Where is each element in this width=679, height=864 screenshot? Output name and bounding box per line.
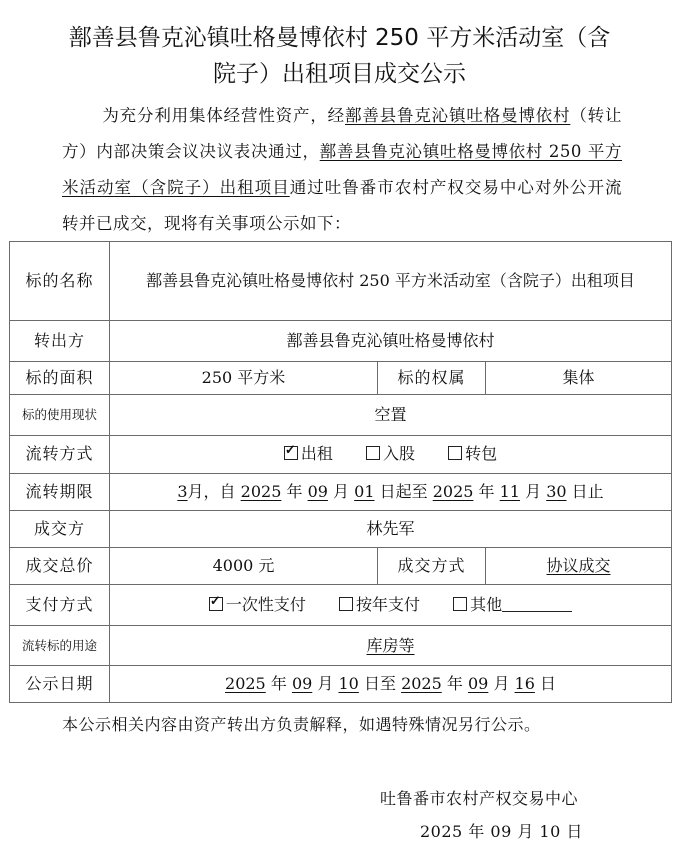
intro-text-1: 为充分利用集体经营性资产，经 — [102, 106, 345, 125]
buyer-value: 林先军 — [110, 510, 672, 547]
term-end-year: 2025 — [432, 481, 474, 501]
notice-end-year: 2025 — [401, 673, 442, 693]
option-equity[interactable] — [366, 440, 415, 468]
term-text: 日起至 — [379, 481, 428, 501]
option-other-label: 其他 — [470, 595, 503, 615]
notice-text: 月 — [493, 673, 510, 693]
notice-text: 日至 — [363, 673, 396, 693]
intro-transferor: 鄯善县鲁克沁镇吐格曼博依村 — [345, 106, 571, 125]
term-end-day: 30 — [546, 481, 567, 501]
intro-paragraph — [62, 98, 622, 242]
term-text: 月 — [333, 481, 350, 501]
notice-period-value — [110, 665, 672, 702]
checkbox-empty-icon — [448, 446, 462, 460]
transferor-value: 鄯善县鲁克沁镇吐格曼博依村 — [110, 320, 672, 361]
term-value — [110, 473, 672, 510]
row-notice-period — [10, 665, 672, 702]
notice-period-label: 公示日期 — [10, 665, 110, 702]
notice-text: 年 — [270, 673, 287, 693]
option-annual-label: 按年支付 — [356, 595, 421, 615]
term-start-month: 09 — [307, 481, 328, 501]
other-blank-line — [502, 597, 572, 612]
notice-text: 日 — [540, 673, 557, 693]
option-other[interactable] — [453, 591, 572, 619]
issue-date: 2025 年 09 月 10 日 — [420, 822, 583, 841]
payment-method-label: 支付方式 — [10, 585, 110, 626]
intro-project: 鄯善县鲁克沁镇吐格曼博依村 250 平方米活动室（含院子）出租项目 — [62, 142, 623, 197]
option-rent-label: 出租 — [300, 444, 333, 464]
option-annual[interactable] — [339, 591, 420, 619]
area-label: 标的面积 — [10, 361, 110, 394]
notice-start-month: 09 — [291, 673, 313, 693]
notice-text: 月 — [317, 673, 334, 693]
row-usage-status — [10, 394, 672, 435]
ownership-label: 标的权属 — [378, 361, 486, 394]
checkbox-empty-icon — [339, 597, 353, 611]
subject-name-value: 鄯善县鲁克沁镇吐格曼博依村 250 平方米活动室（含院子）出租项目 — [110, 242, 672, 321]
row-payment-method — [10, 585, 672, 626]
buyer-label: 成交方 — [10, 510, 110, 547]
notice-end-month: 09 — [467, 673, 489, 693]
option-rent[interactable] — [284, 440, 333, 468]
intro-text-2: （转让方）内部决策会议决议表决通过， — [62, 106, 623, 161]
term-text: 年 — [478, 481, 495, 501]
transferor-label: 转出方 — [10, 320, 110, 361]
term-label: 流转期限 — [10, 473, 110, 510]
term-end-month: 11 — [499, 481, 520, 501]
row-subject-name — [10, 242, 672, 321]
purpose-label: 流转标的用途 — [10, 626, 110, 665]
usage-status-label: 标的使用现状 — [10, 394, 110, 435]
notice-start-year: 2025 — [225, 673, 266, 693]
option-lump-sum-label: 一次性支付 — [225, 595, 306, 615]
total-price-value: 4000 元 — [110, 547, 378, 584]
term-text: 月 — [525, 481, 542, 501]
payment-method-options — [110, 585, 672, 626]
option-lump-sum[interactable] — [209, 591, 306, 619]
deal-info-table — [9, 241, 672, 703]
transfer-method-options — [110, 436, 672, 473]
notice-text: 年 — [446, 673, 463, 693]
row-area — [10, 361, 672, 394]
term-start-day: 01 — [354, 481, 375, 501]
usage-status-value: 空置 — [110, 394, 672, 435]
title-line-1: 鄯善县鲁克沁镇吐格曼博依村 250 平方米活动室（含 — [68, 25, 611, 51]
deal-method-value: 协议成交 — [486, 547, 672, 584]
deal-method-label: 成交方式 — [378, 547, 486, 584]
area-value: 250 平方米 — [110, 361, 378, 394]
purpose-value: 库房等 — [110, 626, 672, 665]
row-purpose — [10, 626, 672, 665]
term-text: 月，自 — [187, 481, 236, 501]
row-buyer — [10, 510, 672, 547]
term-start-year: 2025 — [240, 481, 282, 501]
row-transferor — [10, 320, 672, 361]
transfer-method-label: 流转方式 — [10, 436, 110, 473]
term-text: 年 — [286, 481, 303, 501]
row-transfer-method — [10, 436, 672, 473]
option-subcontract[interactable] — [448, 440, 497, 468]
issuer-name: 吐鲁番市农村产权交易中心 — [380, 789, 579, 808]
term-months: 3 — [177, 481, 188, 501]
ownership-value: 集体 — [486, 361, 672, 394]
notice-end-day: 16 — [514, 673, 535, 693]
notice-title — [0, 20, 679, 92]
intro-text-3: 通过吐鲁番市农村产权交易中心对外公开流转并已成交，现将有关事项公示如下： — [62, 178, 623, 233]
checkbox-empty-icon — [366, 446, 380, 460]
subject-name-label: 标的名称 — [10, 242, 110, 321]
row-total-price — [10, 547, 672, 584]
title-line-2: 院子）出租项目成交公示 — [213, 61, 466, 87]
total-price-label: 成交总价 — [10, 547, 110, 584]
option-equity-label: 入股 — [383, 444, 416, 464]
checkbox-checked-icon — [284, 446, 298, 460]
notice-start-day: 10 — [338, 673, 359, 693]
checkbox-checked-icon — [209, 597, 223, 611]
option-subcontract-label: 转包 — [465, 444, 498, 464]
term-text: 日止 — [571, 481, 604, 501]
checkbox-empty-icon — [453, 597, 467, 611]
row-term — [10, 473, 672, 510]
footer-note: 本公示相关内容由资产转出方负责解释，如遇特殊情况另行公示。 — [62, 715, 541, 734]
